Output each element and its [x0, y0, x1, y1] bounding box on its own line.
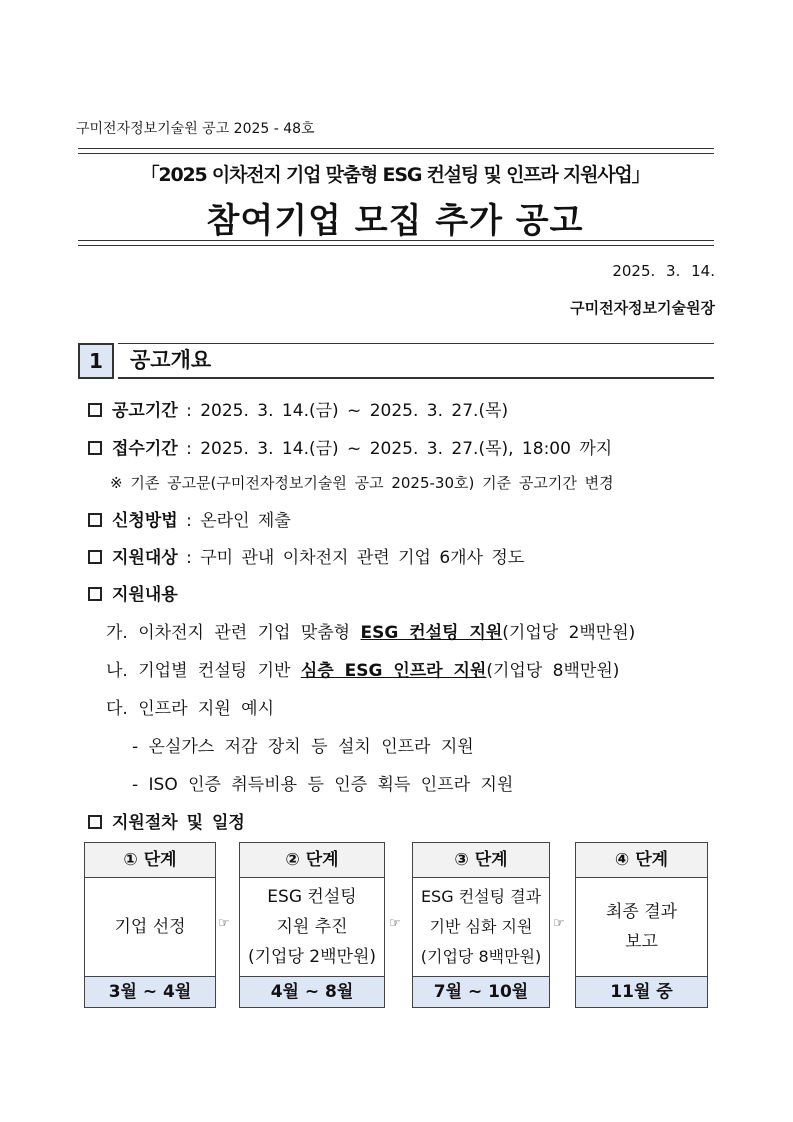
- content-emphasis: 심층 ESG 인프라 지원: [300, 661, 487, 681]
- content-emphasis: ESG 컨설팅 지원: [360, 623, 503, 643]
- item-label: 신청방법: [112, 511, 178, 531]
- content-line-ga: [106, 618, 635, 643]
- content-line-da-1: - 온실가스 저감 장치 등 설치 인프라 지원: [132, 737, 474, 757]
- stage-header: ③ 단계: [413, 843, 549, 878]
- stage-period: 4월 ~ 8월: [240, 976, 384, 1007]
- stage-body: [240, 878, 384, 976]
- period-change-note: ※ 기존 공고문(구미전자정보기술원 공고 2025-30호) 기준 공고기간 변경: [110, 474, 614, 492]
- checkbox-square-icon: [88, 587, 102, 601]
- hand-pointing-right-icon: ☞: [218, 916, 230, 931]
- announcement-number: 구미전자정보기술원 공고 2025 - 48호: [76, 121, 315, 137]
- issuer: 구미전자정보기술원장: [570, 299, 715, 317]
- stage-period: 11월 중: [576, 976, 707, 1007]
- item-label: 접수기간: [112, 439, 178, 459]
- stage-period: 7월 ~ 10월: [413, 976, 549, 1007]
- item-period: [88, 396, 508, 421]
- title-line-2: 참여기업 모집 추가 공고: [206, 201, 584, 241]
- announcement-date: 2025. 3. 14.: [612, 262, 715, 280]
- content-line-da-2: - ISO 인증 취득비용 등 인증 획득 인프라 지원: [132, 775, 514, 795]
- item-content: [88, 580, 178, 605]
- stage-line: (기업당 8백만원): [420, 947, 542, 966]
- item-reception: [88, 434, 612, 459]
- item-value: : 구미 관내 이차전지 관련 기업 6개사 정도: [177, 548, 525, 568]
- section-title: 공고개요: [130, 348, 212, 372]
- item-label: 지원내용: [112, 585, 178, 605]
- stage-body: [413, 878, 549, 976]
- stage-1: [84, 842, 216, 1008]
- stage-header: ④ 단계: [576, 843, 707, 878]
- item-label: 지원대상: [112, 548, 178, 568]
- stage-line: 최종 결과: [605, 902, 678, 922]
- content-text: 가. 이차전지 관련 기업 맞춤형: [106, 623, 361, 643]
- stage-2: [239, 842, 385, 1008]
- item-target: [88, 543, 524, 568]
- stage-period: 3월 ~ 4월: [85, 976, 215, 1007]
- stage-line: 기반 심화 지원: [429, 917, 533, 936]
- stage-header: ② 단계: [240, 843, 384, 878]
- stage-line: ESG 컨설팅: [267, 887, 357, 907]
- stage-line: 보고: [625, 932, 658, 952]
- checkbox-square-icon: [88, 513, 102, 527]
- item-label: 지원절차 및 일정: [112, 813, 245, 833]
- section-underline: [118, 377, 714, 379]
- content-line-na: [106, 656, 619, 681]
- content-text: 나. 기업별 컨설팅 기반: [106, 661, 301, 681]
- section-number: 1: [78, 343, 114, 379]
- item-label: 공고기간: [112, 401, 178, 421]
- stage-line: 지원 추진: [276, 917, 348, 937]
- checkbox-square-icon: [88, 815, 102, 829]
- stage-body: [576, 878, 707, 976]
- stage-line: ESG 컨설팅 결과: [420, 887, 542, 906]
- checkbox-square-icon: [88, 403, 102, 417]
- stage-3: [412, 842, 550, 1008]
- stage-4: [575, 842, 708, 1008]
- item-value: : 온라인 제출: [177, 511, 291, 531]
- section-header: [78, 343, 714, 379]
- stage-body: [85, 878, 215, 976]
- hand-pointing-right-icon: ☞: [553, 916, 565, 931]
- stage-line: (기업당 2백만원): [247, 947, 377, 967]
- stage-line: 기업 선정: [114, 917, 186, 937]
- item-procedure: [88, 808, 245, 833]
- hand-pointing-right-icon: ☞: [389, 916, 401, 931]
- title-top-rule: [78, 148, 714, 154]
- item-method: [88, 506, 291, 531]
- checkbox-square-icon: [88, 550, 102, 564]
- stage-header: ① 단계: [85, 843, 215, 878]
- title-line-1: 「2025 이차전지 기업 맞춤형 ESG 컨설팅 및 인프라 지원사업」: [140, 164, 650, 186]
- checkbox-square-icon: [88, 441, 102, 455]
- item-value: : 2025. 3. 14.(금) ~ 2025. 3. 27.(목), 18:00 까지: [177, 439, 613, 459]
- title-bottom-rule: [78, 240, 714, 246]
- content-line-da: 다. 인프라 지원 예시: [106, 699, 274, 719]
- content-text: (기업당 2백만원): [502, 623, 636, 643]
- content-text: (기업당 8백만원): [486, 661, 620, 681]
- item-value: : 2025. 3. 14.(금) ~ 2025. 3. 27.(목): [177, 401, 509, 421]
